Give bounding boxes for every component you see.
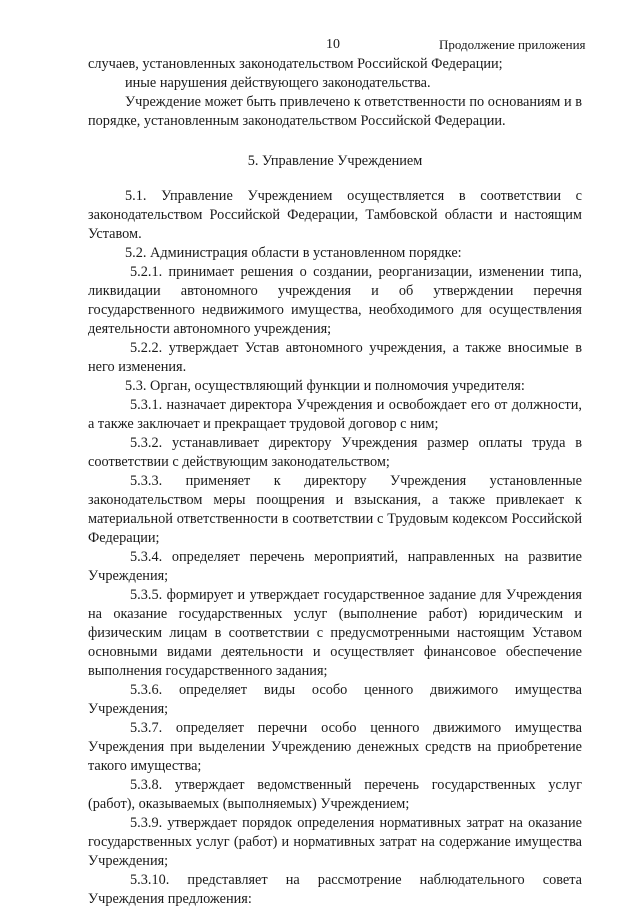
paragraph: иные нарушения действующего законодательства. [125,75,431,91]
page-number: 10 [326,37,340,52]
section-heading: 5. Управление Учреждением [247,153,423,169]
paragraph: 5.3.9. утверждает порядок определения нормативных затрат на оказание государственных услуг (работ) и нормативных затрат на содержание имущества Учреждения; [88,815,582,869]
paragraph: 5.2.1. принимает решения о создании, реорганизации, изменении типа, ликвидации автономного учреждения и об утверждении перечня государственного недвижимого имущества, необходимого для осуществления деятельности автономного учреждения; [88,264,582,337]
paragraph: Учреждение может быть привлечено к ответственности по основаниям и в порядке, установленным законодательством Российской Федерации. [88,94,582,129]
paragraph: 5.3.10. представляет на рассмотрение наблюдательного совета Учреждения предложения: [88,872,582,907]
paragraph: 5.3.3. применяет к директору Учреждения установленные законодательством меры поощрения и взыскания, а также привлекает к материальной ответственности в соответствии с Трудовым кодексом Российской Федерации; [88,473,582,546]
document-body [88,55,582,909]
paragraph: 5.2.2. утверждает Устав автономного учреждения, а также вносимые в него изменения. [88,340,582,375]
paragraph: 5.2. Администрация области в установленном порядке: [125,245,462,261]
paragraph: 5.3. Орган, осуществляющий функции и полномочия учредителя: [125,378,525,394]
paragraph: 5.3.6. определяет виды особо ценного движимого имущества Учреждения; [88,682,582,717]
paragraph: 5.3.7. определяет перечни особо ценного движимого имущества Учреждения при выделении Учреждению денежных средств на приобретение такого имущества; [88,720,582,774]
paragraph: случаев, установленных законодательством Российской Федерации; [88,56,503,72]
paragraph: 5.3.5. формирует и утверждает государственное задание для Учреждения на оказание государственных услуг (выполнение работ) юридическим и физическим лицам в соответствии с предусмотренными настоящим Уставом основными видами деятельности и осуществляет финансовое обеспечение выполнения государственного задания; [88,587,582,679]
paragraph: 5.3.1. назначает директора Учреждения и освобождает его от должности, а также заключает и прекращает трудовой договор с ним; [88,397,582,432]
paragraph: 5.1. Управление Учреждением осуществляется в соответствии с законодательством Российской Федерации, Тамбовской области и настоящим Уставом. [88,188,582,242]
continuation-note: Продолжение приложения [439,37,586,52]
paragraph: 5.3.2. устанавливает директору Учреждения размер оплаты труда в соответствии с действующим законодательством; [88,435,582,470]
paragraph: 5.3.4. определяет перечень мероприятий, направленных на развитие Учреждения; [88,549,582,584]
paragraph: 5.3.8. утверждает ведомственный перечень государственных услуг (работ), оказываемых (выполняемых) Учреждением; [88,777,582,812]
